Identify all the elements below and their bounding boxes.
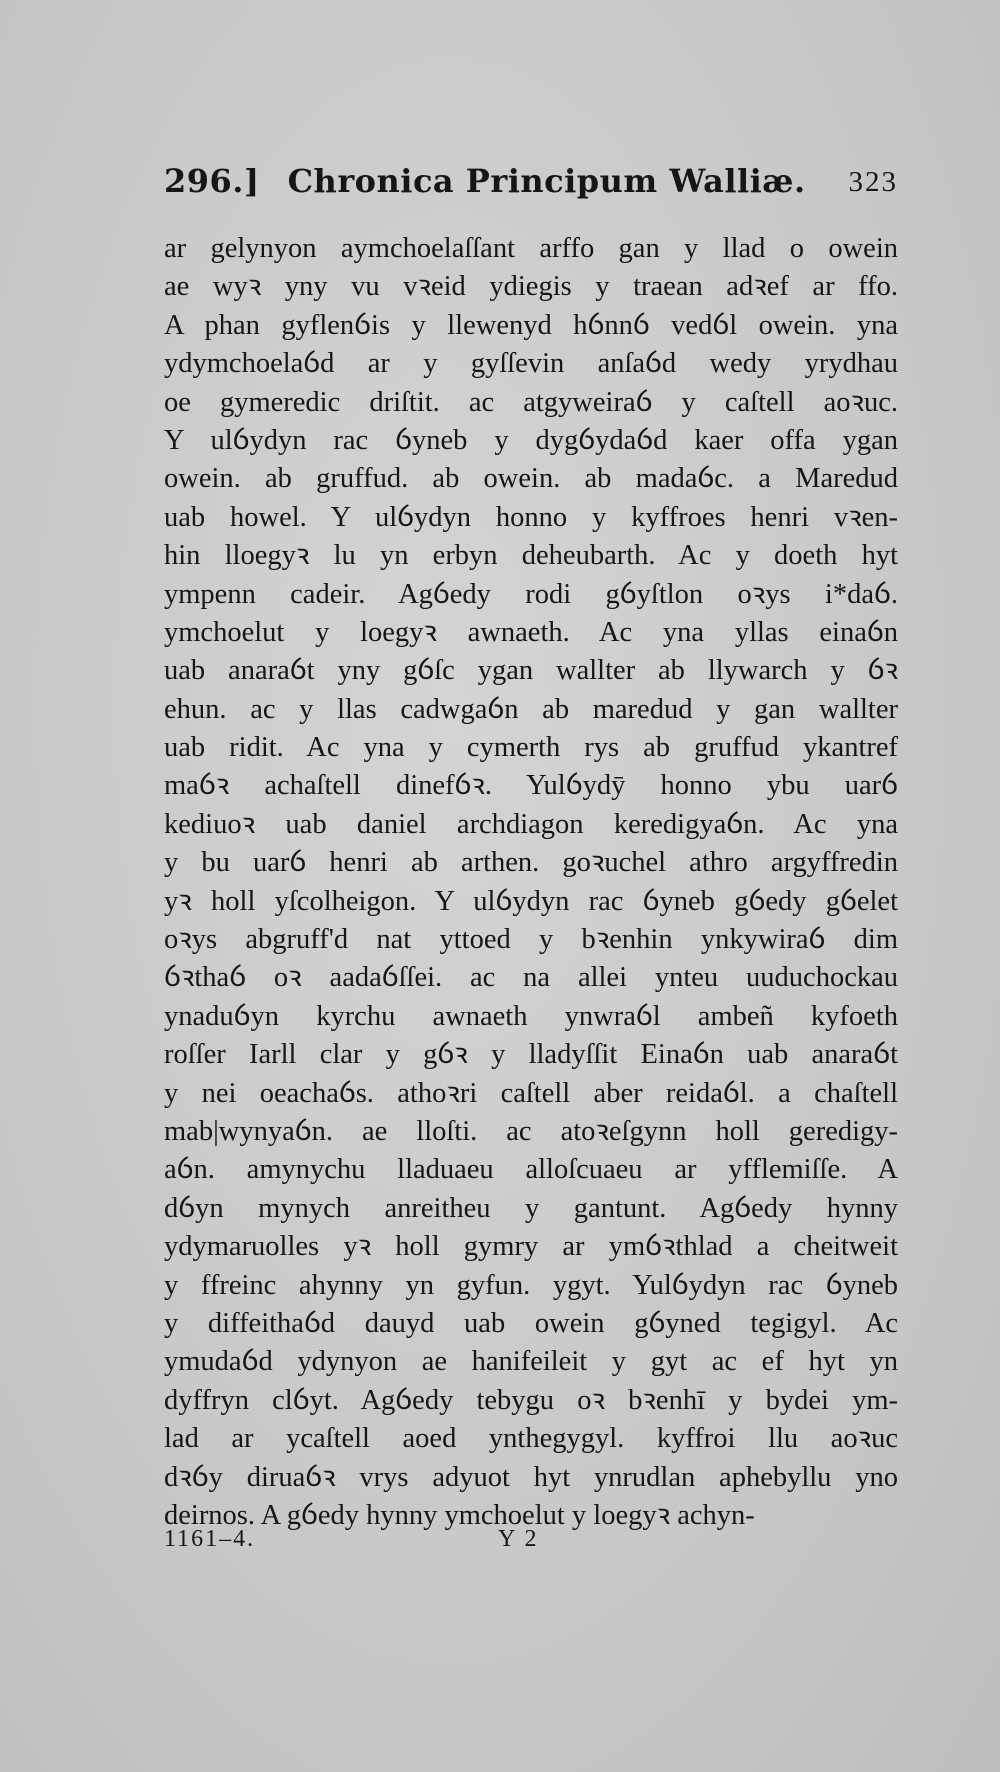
text-line: y bu uarỽ henri ab arthen. goꝛuchel athro argyffredin	[164, 847, 898, 879]
text-line: yꝛ holl yſcolheigon. Y ulỽydyn rac ỽyneb gỽedy gỽelet	[164, 885, 898, 917]
text-line: ehun. ac y llas cadwgaỽn ab maredud y gan wallter	[164, 693, 898, 725]
page-footer	[164, 1526, 898, 1562]
text-line: y ffreinc ahynny yn gyfun. ygyt. Yulỽydyn rac ỽyneb	[164, 1269, 898, 1301]
signature-mark: Y 2	[498, 1526, 539, 1552]
text-line: ydymaruolles yꝛ holl gymry ar ymỽꝛthlad a cheitweit	[164, 1231, 898, 1263]
text-line: Y ulỽydyn rac ỽyneb y dygỽydaỽd kaer offa ygan	[164, 424, 898, 456]
text-line: ympenn cadeir. Agỽedy rodi gỽyſtlon oꝛys i*daỽ.	[164, 578, 898, 610]
text-line: hin lloegyꝛ lu yn erbyn deheubarth. Ac y doeth hyt	[164, 540, 898, 572]
text-line: ydymchoelaỽd ar y gyſſevin anſaỽd wedy yrydhau	[164, 348, 898, 380]
text-line: roſſer Iarll clar y gỽꝛ y lladyſſit Einaỽn uab anaraỽt	[164, 1039, 898, 1071]
text-line: dꝛỽy diruaỽꝛ vrys adyuot hyt ynrudlan aphebyllu yno	[164, 1461, 898, 1493]
text-line: y nei oeachaỽs. athoꝛri caſtell aber reidaỽl. a chaſtell	[164, 1077, 898, 1109]
text-line: dyffryn clỽyt. Agỽedy tebygu oꝛ bꝛenhī y bydei ym-	[164, 1384, 898, 1416]
running-head	[164, 162, 898, 212]
page-number: 323	[848, 166, 898, 198]
text-block	[164, 230, 898, 1535]
text-line: ymchoelut y loegyꝛ awnaeth. Ac yna yllas einaỽn	[164, 616, 898, 648]
text-line: aỽn. amynychu lladuaeu alloſcuaeu ar yfflemiſſe. A	[164, 1154, 898, 1186]
text-line: dỽyn mynych anreitheu y gantunt. Agỽedy hynny	[164, 1192, 898, 1224]
text-line: kediuoꝛ uab daniel archdiagon keredigyaỽn. Ac yna	[164, 808, 898, 840]
text-line: ar gelynyon aymchoelaſſant arffo gan y llad o owein	[164, 233, 898, 264]
text-line: A phan gyflenỽis y llewenyd hỽnnỽ vedỽl owein. yna	[164, 309, 898, 341]
text-line: maỽꝛ achaſtell dinefỽꝛ. Yulỽydȳ honno ybu uarỽ	[164, 770, 898, 802]
text-line: ae wyꝛ yny vu vꝛeid ydiegis y traean adꝛef ar ffo.	[164, 271, 898, 303]
text-line: owein. ab gruffud. ab owein. ab madaỽc. a Maredud	[164, 463, 898, 495]
running-title	[164, 162, 806, 200]
text-line: oꝛys abgruff'd nat yttoed y bꝛenhin ynkywiraỽ dim	[164, 924, 898, 956]
text-line: lad ar ycaſtell aoed ynthegygyl. kyffroi llu aoꝛuc	[164, 1423, 898, 1455]
text-line: ỽꝛthaỽ oꝛ aadaỽſſei. ac na allei ynteu uuduchockau	[164, 962, 898, 994]
text-line: uab howel. Y ulỽydyn honno y kyffroes henri vꝛen-	[164, 501, 898, 533]
text-line: ynaduỽyn kyrchu awnaeth ynwraỽl ambeñ kyfoeth	[164, 1000, 898, 1032]
text-line: y diffeithaỽd dauyd uab owein gỽyned tegigyl. Ac	[164, 1307, 898, 1339]
text-line: uab anaraỽt yny gỽſc ygan wallter ab llywarch y ỽꝛ	[164, 655, 898, 687]
section-year: 296.]	[164, 162, 260, 200]
text-line: ymudaỽd ydynyon ae hanifeileit y gyt ac ef hyt yn	[164, 1346, 898, 1378]
text-line: uab ridit. Ac yna y cymerth rys ab gruffud ykantref	[164, 732, 898, 764]
text-line: oe gymeredic driſtit. ac atgyweiraỽ y caſtell aoꝛuc.	[164, 386, 898, 418]
text-line: deirnos. A gỽedy hynny ymchoelut y loegyꝛ achyn-	[164, 1499, 755, 1531]
marginal-date: 1161–4.	[164, 1526, 256, 1552]
text-line: mab|wynyaỽn. ae lloſti. ac atoꝛeſgynn holl geredigy-	[164, 1115, 898, 1147]
book-title: Chronica Principum Walliæ.	[287, 162, 806, 200]
